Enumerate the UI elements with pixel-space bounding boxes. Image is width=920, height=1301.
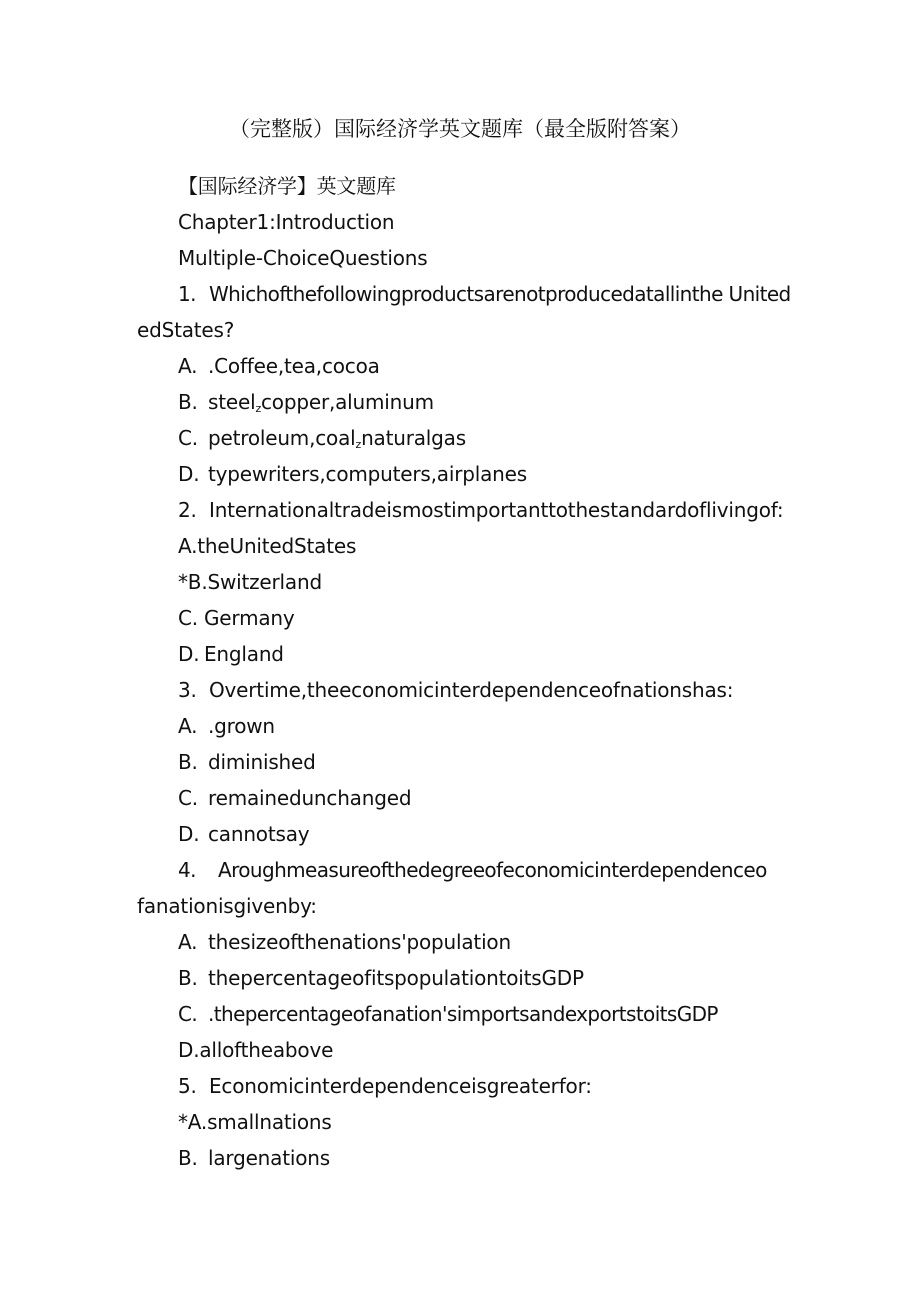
question-2: [0, 492, 920, 528]
option-1b: [0, 384, 920, 420]
question-number: 4.: [178, 858, 196, 882]
option-text-cont: copper,aluminum: [261, 390, 434, 414]
option-2a: A.theUnitedStates: [178, 534, 357, 558]
option-marker: D.: [178, 642, 200, 666]
option-2d: [0, 636, 920, 672]
option-5a: *A.smallnations: [178, 1110, 332, 1134]
option-2c: [0, 600, 920, 636]
question-text: Economicinterdependenceisgreaterfor:: [209, 1074, 592, 1098]
question-text: Overtime,theeconomicinterdependenceofnationshas:: [209, 678, 734, 702]
option-marker: A.: [178, 930, 198, 954]
option-marker: D.: [178, 462, 200, 486]
option-text: cannotsay: [208, 822, 310, 846]
question-number: 1.: [178, 282, 196, 306]
option-1a: [0, 348, 920, 384]
question-text: Whichofthefollowingproductsarenotproducedatallinthe United: [209, 282, 791, 306]
question-number: 2.: [178, 498, 197, 522]
section-title: Multiple-ChoiceQuestions: [178, 246, 428, 270]
option-2b: *B.Switzerland: [178, 570, 322, 594]
option-3c: [0, 780, 920, 816]
document-body: [0, 168, 920, 1176]
option-text: typewriters,computers,airplanes: [208, 462, 527, 486]
question-number: 5.: [178, 1074, 197, 1098]
option-text: largenations: [208, 1146, 330, 1170]
option-subscript: z: [355, 438, 362, 451]
option-marker: B.: [178, 750, 198, 774]
option-marker: B.: [178, 390, 198, 414]
option-text: diminished: [208, 750, 316, 774]
option-marker: C.: [178, 606, 198, 630]
option-5b: [0, 1140, 920, 1176]
option-text: Germany: [204, 606, 295, 630]
option-text-cont: naturalgas: [361, 426, 466, 450]
question-text: Internationaltradeismostimportanttothestandardoflivingof:: [209, 498, 784, 522]
option-text: thesizeofthenations'population: [208, 930, 511, 954]
option-text: thepercentageofitspopulationtoitsGDP: [208, 966, 584, 990]
question-number: 3.: [178, 678, 197, 702]
chapter-title: Chapter1:Introduction: [178, 210, 395, 234]
option-3d: [0, 816, 920, 852]
option-text: .Coffee,tea,cocoa: [208, 354, 380, 378]
option-marker: D.: [178, 822, 200, 846]
option-3b: [0, 744, 920, 780]
option-4b: [0, 960, 920, 996]
question-4-continued: fanationisgivenby:: [137, 894, 317, 918]
option-4c: [0, 996, 920, 1032]
document-heading: 【国际经济学】英文题库: [178, 174, 396, 198]
option-subscript: z: [255, 402, 262, 415]
question-1-continued: edStates?: [137, 318, 235, 342]
option-marker: C.: [178, 786, 198, 810]
option-marker: B.: [178, 1146, 198, 1170]
question-5: [0, 1068, 920, 1104]
option-marker: A.: [178, 714, 198, 738]
question-3: [0, 672, 920, 708]
option-text: steel: [208, 390, 256, 414]
option-3a: [0, 708, 920, 744]
option-marker: B.: [178, 966, 198, 990]
option-text: England: [204, 642, 284, 666]
option-text: petroleum,coal: [208, 426, 356, 450]
option-text: .thepercentageofanation'simportsandexportstoitsGDP: [208, 1002, 718, 1026]
option-4a: [0, 924, 920, 960]
option-marker: C.: [178, 426, 198, 450]
document-title: （完整版）国际经济学英文题库（最全版附答案）: [229, 117, 691, 141]
option-marker: A.: [178, 354, 198, 378]
option-text: .grown: [208, 714, 275, 738]
question-text: Aroughmeasureofthedegreeofeconomicinterdependenceo: [218, 858, 767, 882]
option-text: remainedunchanged: [208, 786, 412, 810]
option-1c: [0, 420, 920, 456]
option-marker: C.: [178, 1002, 198, 1026]
option-4d: D.alloftheabove: [178, 1038, 334, 1062]
question-1: [0, 276, 920, 312]
option-1d: [0, 456, 920, 492]
question-4: [0, 852, 920, 888]
